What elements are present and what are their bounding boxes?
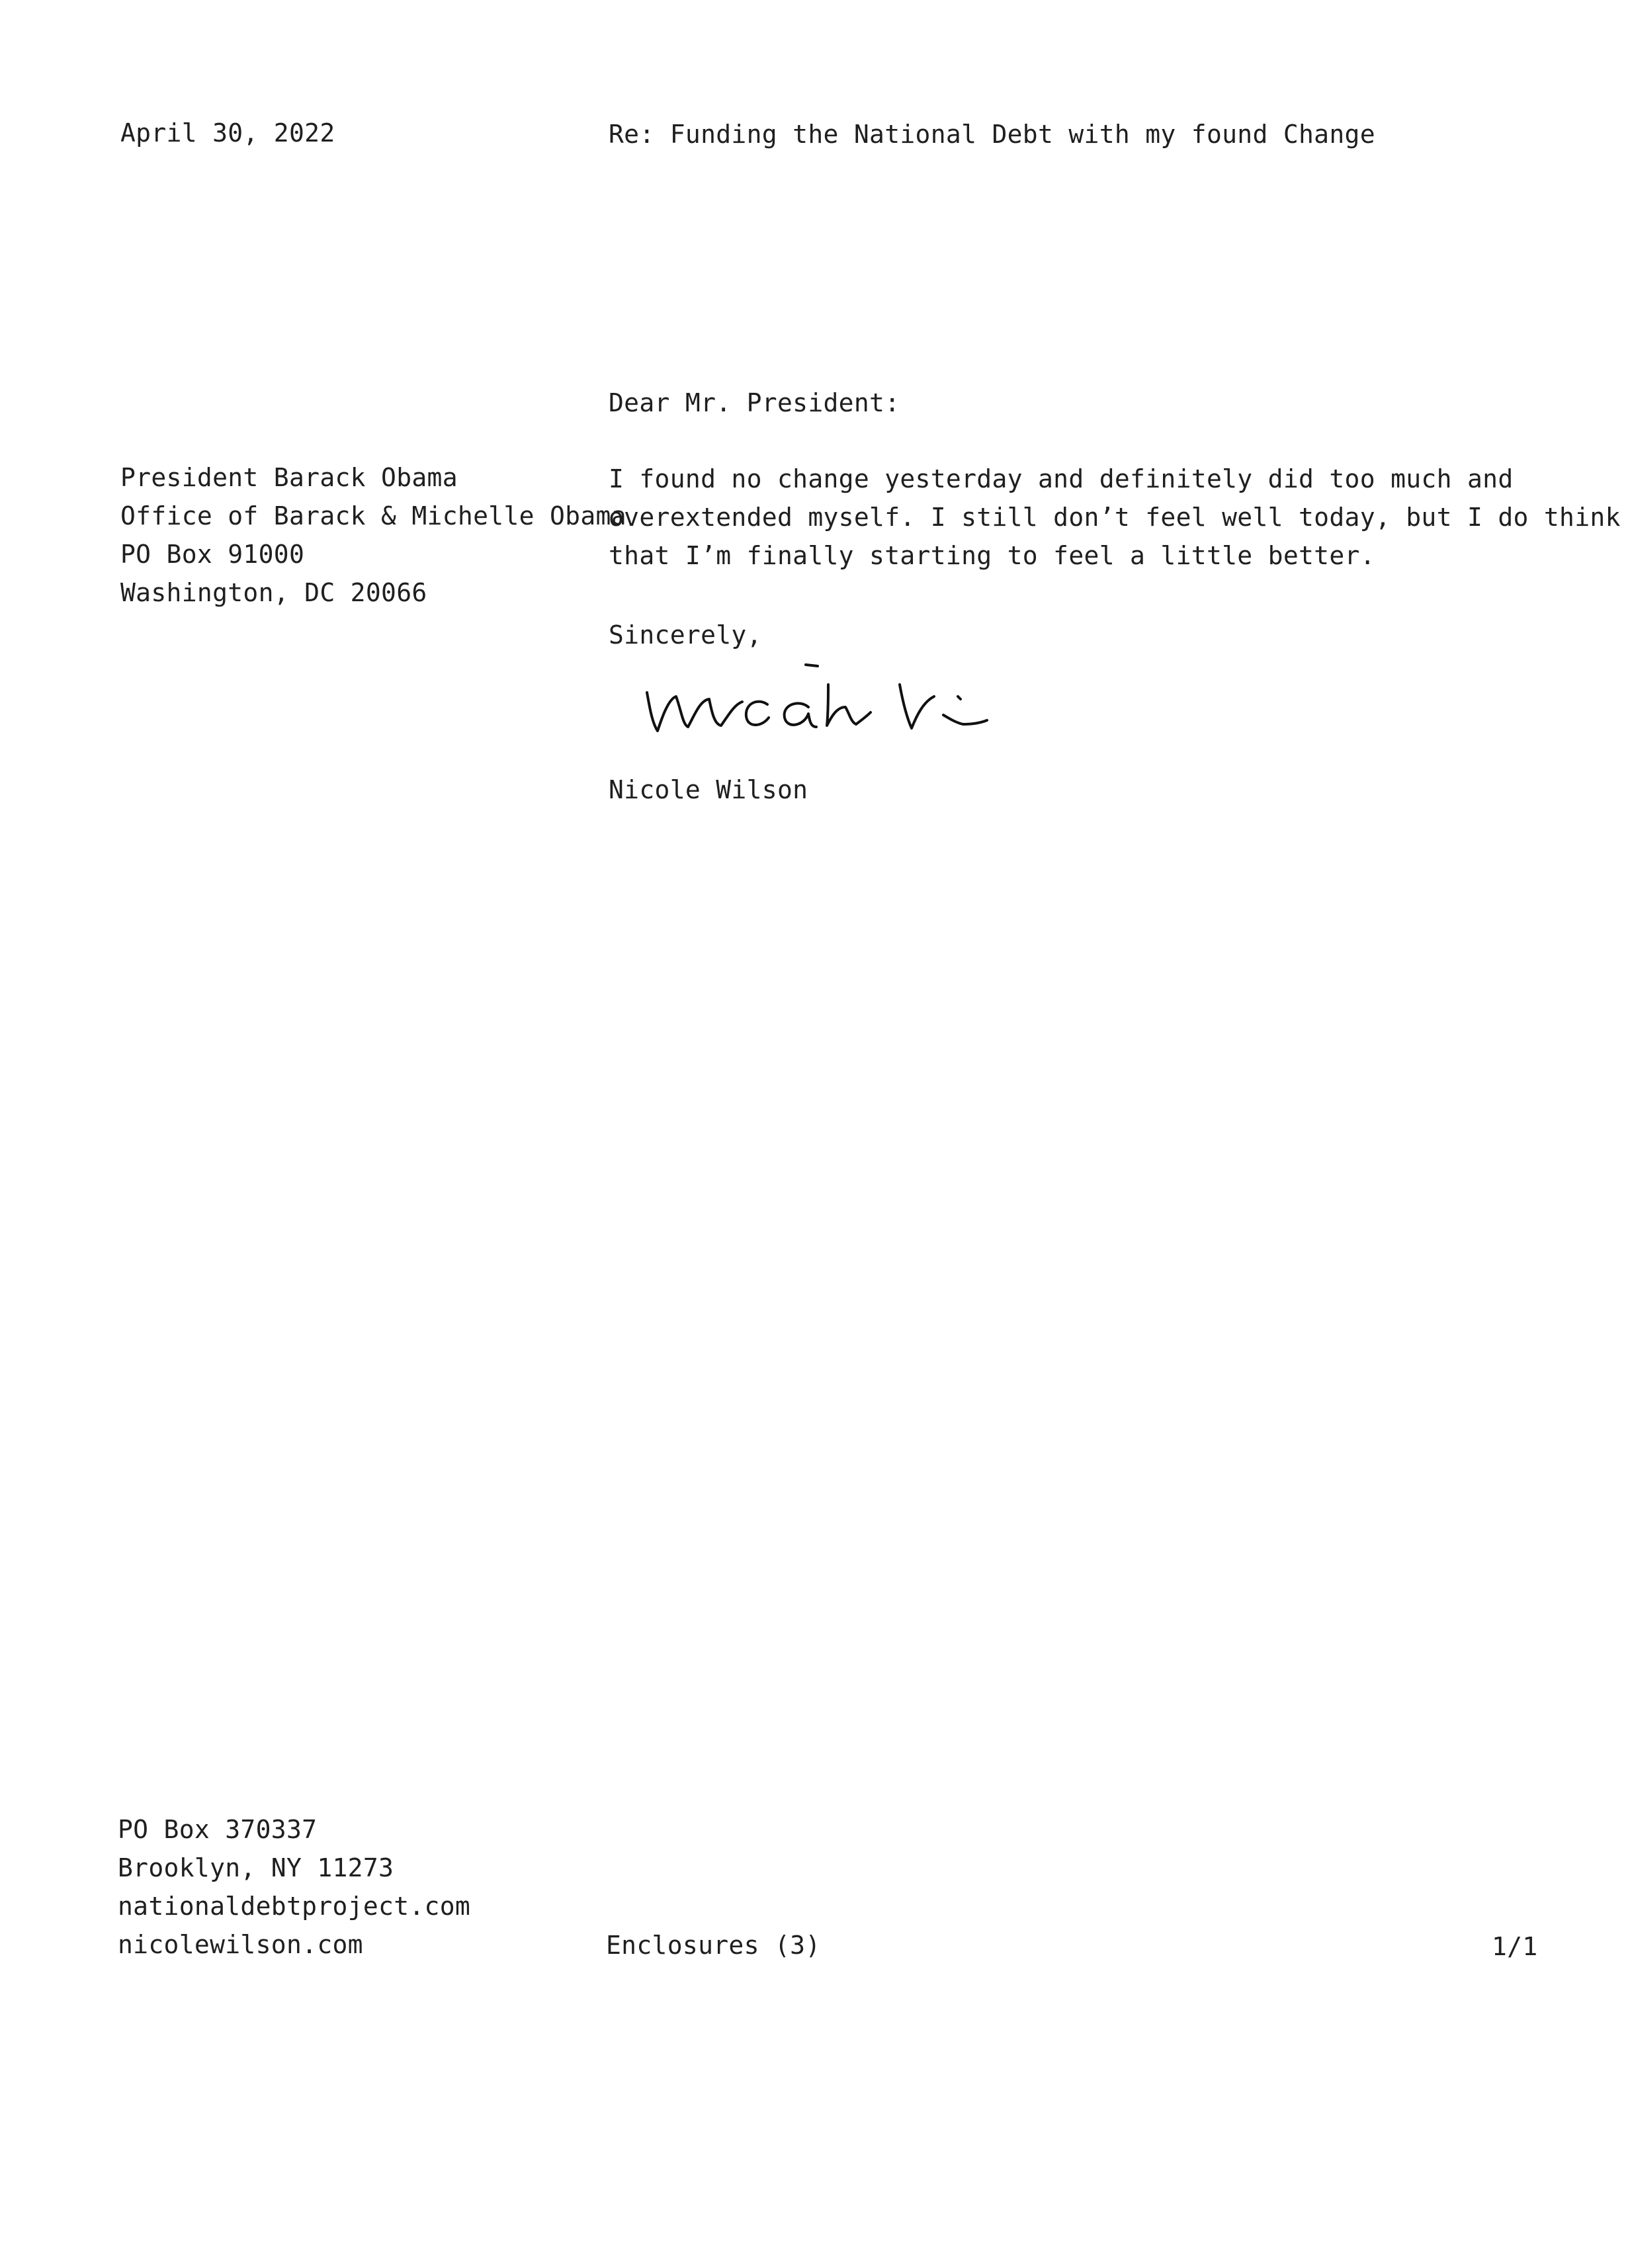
page-number: 1/1 (1492, 1932, 1538, 1961)
letter-body (609, 460, 1621, 575)
recipient-line: Office of Barack & Michelle Obama (120, 501, 626, 530)
closing: Sincerely, (609, 620, 762, 650)
sender-line: PO Box 370337 (118, 1815, 318, 1844)
recipient-line: PO Box 91000 (120, 540, 305, 569)
body-line: I found no change yesterday and definitely did too much and (609, 464, 1514, 493)
recipient-address (120, 458, 626, 612)
body-line: that I’m finally starting to feel a little better. (609, 541, 1375, 570)
handwritten-signature (635, 658, 992, 747)
recipient-line: Washington, DC 20066 (120, 578, 427, 607)
sender-line: Brooklyn, NY 11273 (118, 1853, 394, 1882)
signature-name: Nicole Wilson (609, 775, 808, 804)
sender-address (118, 1810, 470, 1964)
sender-line: nicolewilson.com (118, 1930, 363, 1959)
recipient-line: President Barack Obama (120, 463, 458, 492)
letter-subject: Re: Funding the National Debt with my found Change (609, 120, 1375, 149)
sender-line: nationaldebtproject.com (118, 1892, 471, 1921)
body-line: overextended myself. I still don’t feel well today, but I do think (609, 503, 1621, 532)
letter-date: April 30, 2022 (120, 118, 335, 147)
enclosures: Enclosures (3) (606, 1931, 821, 1960)
salutation: Dear Mr. President: (609, 388, 900, 417)
